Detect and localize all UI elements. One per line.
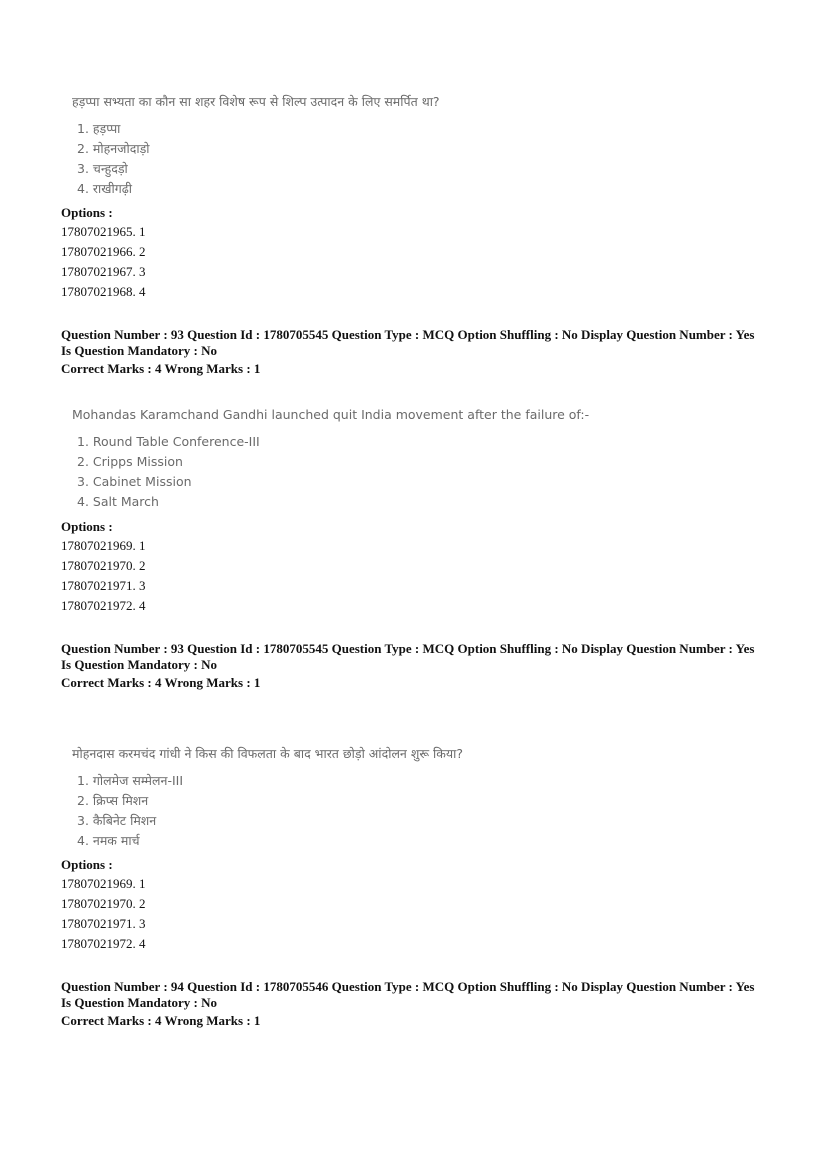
- options-label: Options :: [61, 205, 113, 220]
- question-text: Mohandas Karamchand Gandhi launched quit India movement after the failure of:-: [72, 407, 590, 422]
- options-label: Options :: [61, 519, 113, 534]
- marks-info: Correct Marks : 4 Wrong Marks : 1: [61, 361, 261, 376]
- option-id: 17807021967. 3: [61, 264, 146, 279]
- option-id: 17807021970. 2: [61, 896, 146, 911]
- question-text: हड़प्पा सभ्यता का कौन सा शहर विशेष रूप से शिल्प उत्पादन के लिए समर्पित था?: [72, 94, 440, 109]
- option-id: 17807021966. 2: [61, 244, 146, 259]
- answer-choice: 4. नमक मार्च: [77, 833, 140, 848]
- answer-choice: 3. Cabinet Mission: [77, 474, 192, 489]
- question-meta: Question Number : 93 Question Id : 1780705545 Question Type : MCQ Option Shuffling : No Display Question Number : Yes: [61, 327, 755, 342]
- answer-choice: 4. राखीगढ़ी: [77, 181, 133, 196]
- mandatory-info: Is Question Mandatory : No: [61, 343, 218, 358]
- question-text: मोहनदास करमचंद गांधी ने किस की विफलता के बाद भारत छोड़ो आंदोलन शुरू किया?: [72, 746, 463, 761]
- answer-choice: 1. Round Table Conference-III: [77, 434, 260, 449]
- answer-choice: 3. चन्हुदड़ो: [77, 161, 128, 176]
- options-label: Options :: [61, 857, 113, 872]
- option-id: 17807021971. 3: [61, 578, 146, 593]
- option-id: 17807021972. 4: [61, 936, 146, 951]
- answer-choice: 2. क्रिप्स मिशन: [77, 793, 149, 808]
- answer-choice: 3. कैबिनेट मिशन: [77, 813, 157, 828]
- question-meta: Question Number : 93 Question Id : 1780705545 Question Type : MCQ Option Shuffling : No Display Question Number : Yes: [61, 641, 755, 656]
- option-id: 17807021969. 1: [61, 876, 146, 891]
- option-id: 17807021970. 2: [61, 558, 146, 573]
- answer-choice: 1. हड़प्पा: [77, 121, 121, 136]
- mandatory-info: Is Question Mandatory : No: [61, 995, 218, 1010]
- option-id: 17807021969. 1: [61, 538, 146, 553]
- mandatory-info: Is Question Mandatory : No: [61, 657, 218, 672]
- marks-info: Correct Marks : 4 Wrong Marks : 1: [61, 675, 261, 690]
- answer-choice: 4. Salt March: [77, 494, 159, 509]
- option-id: 17807021965. 1: [61, 224, 146, 239]
- answer-choice: 2. मोहनजोदाड़ो: [77, 141, 150, 156]
- option-id: 17807021972. 4: [61, 598, 146, 613]
- answer-choice: 2. Cripps Mission: [77, 454, 183, 469]
- question-meta: Question Number : 94 Question Id : 1780705546 Question Type : MCQ Option Shuffling : No Display Question Number : Yes: [61, 979, 755, 994]
- answer-choice: 1. गोलमेज सम्मेलन-III: [77, 773, 184, 788]
- marks-info: Correct Marks : 4 Wrong Marks : 1: [61, 1013, 261, 1028]
- option-id: 17807021971. 3: [61, 916, 146, 931]
- option-id: 17807021968. 4: [61, 284, 146, 299]
